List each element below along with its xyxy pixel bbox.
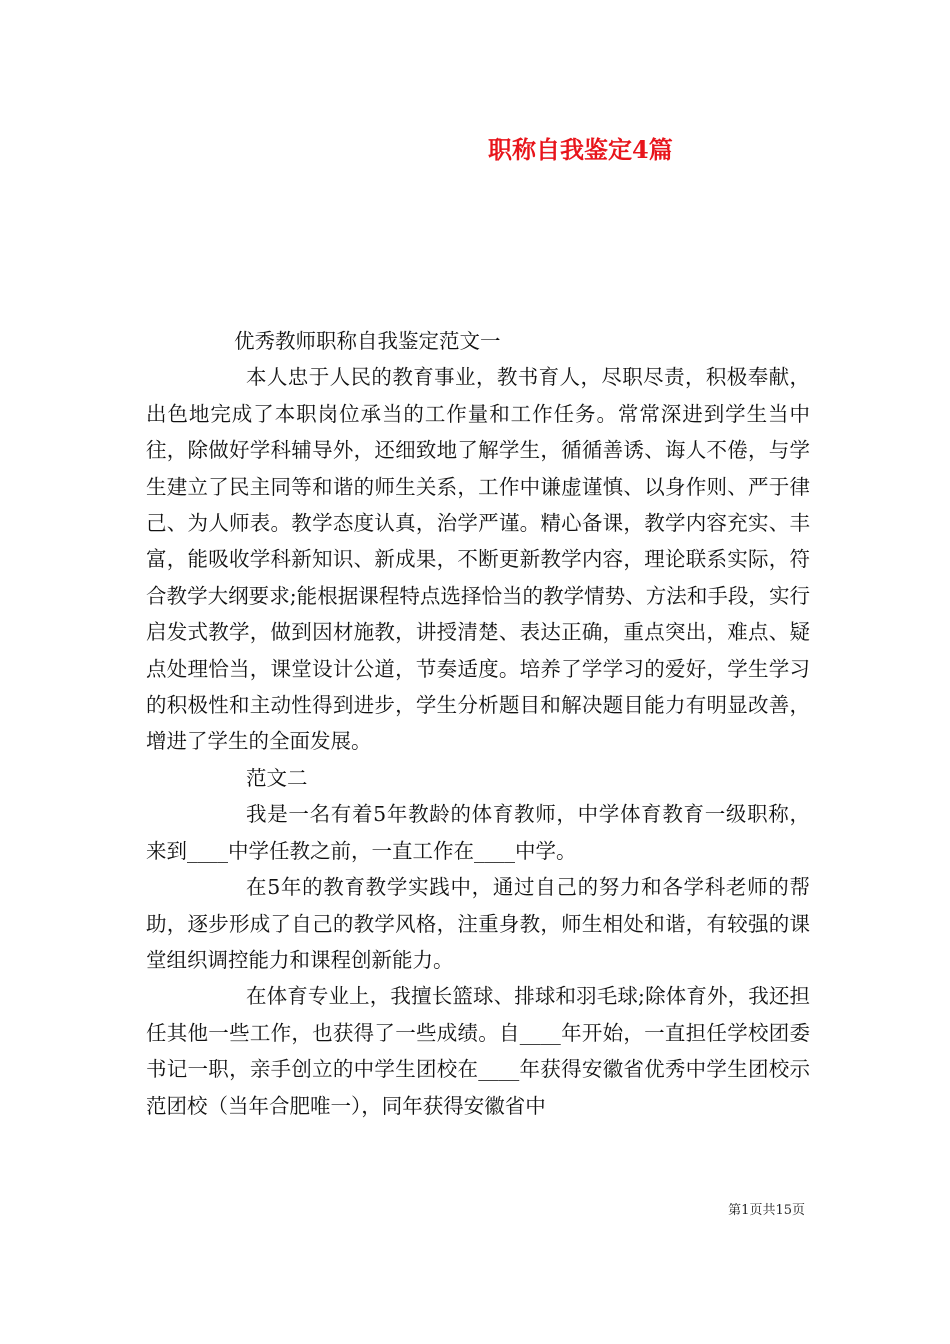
paragraph-3: 在5年的教育教学实践中，通过自己的努力和各学科老师的帮助，逐步形成了自己的教学风格，注重身教，师生相处和谐，有较强的课堂组织调控能力和课程创新能力。 xyxy=(146,875,810,972)
section-heading-2: 范文二 xyxy=(246,765,308,790)
page-number: 第1页共15页 xyxy=(728,1203,805,1218)
section-heading-1: 优秀教师职称自我鉴定范文一 xyxy=(234,329,501,353)
document-body xyxy=(146,323,810,1124)
paragraph-4: 在体育专业上，我擅长篮球、排球和羽毛球;除体育外，我还担任其他一些工作，也获得了一些成绩。自____年开始，一直担任学校团委书记一职，亲手创立的中学生团校在____年获得安徽省优秀中学生团校示范团校（当年合肥唯一），同年获得安徽省中 xyxy=(146,984,810,1118)
document-title: 职称自我鉴定4篇 xyxy=(488,135,673,164)
paragraph-1: 本人忠于人民的教育事业，教书育人，尽职尽责，积极奉献，出色地完成了本职岗位承当的工作量和工作任务。常常深进到学生当中往，除做好学科辅导外，还细致地了解学生，循循善诱、诲人不倦，与学生建立了民主同等和谐的师生关系，工作中谦虚谨慎、以身作则、严于律己、为人师表。教学态度认真，治学严谨。精心备课，教学内容充实、丰富，能吸收学科新知识、新成果，不断更新教学内容，理论联系实际，符合教学大纲要求;能根据课程特点选择恰当的教学情势、方法和手段，实行启发式教学，做到因材施教，讲授清楚、表达正确，重点突出，难点、疑点处理恰当，课堂设计公道，节奏适度。培养了学学习的爱好，学生学习的积极性和主动性得到进步，学生分析题目和解决题目能力有明显改善，增进了学生的全面发展。 xyxy=(146,365,810,754)
paragraph-2: 我是一名有着5年教龄的体育教师，中学体育教育一级职称，来到____中学任教之前，一直工作在____中学。 xyxy=(146,802,810,863)
